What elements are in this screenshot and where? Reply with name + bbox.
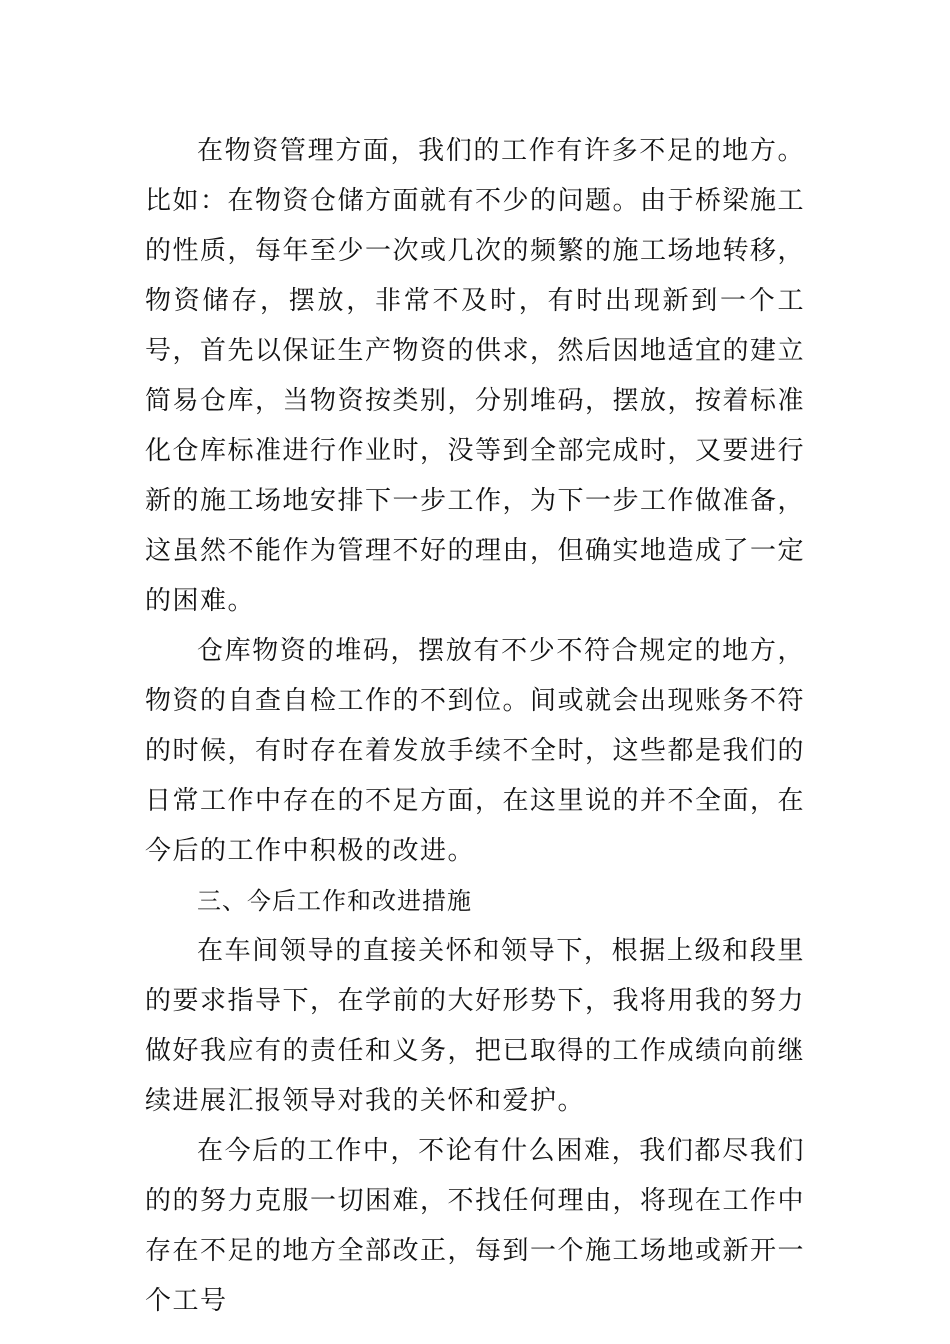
document-body (145, 126, 805, 1326)
paragraph-future-work: 在今后的工作中，不论有什么困难，我们都尽我们的的努力克服一切困难，不找任何理由，将现在工作中存在不足的地方全部改正，每到一个施工场地或新开一个工号 (145, 1136, 806, 1316)
section-heading: 三、今后工作和改进措施 (197, 887, 472, 915)
paragraph-warehouse-stacking: 仓库物资的堆码，摆放有不少不符合规定的地方，物资的自查自检工作的不到位。间或就会出现账务不符的时候，有时存在着发放手续不全时，这些都是我们的日常工作中存在的不足方面，在这里说的并不全面，在今后的工作中积极的改进。 (145, 636, 806, 866)
paragraph-leadership-care: 在车间领导的直接关怀和领导下，根据上级和段里的要求指导下，在学前的大好形势下，我将用我的努力做好我应有的责任和义务，把已取得的工作成绩向前继续进展汇报领导对我的关怀和爱护。 (145, 936, 806, 1116)
paragraph-material-management: 在物资管理方面，我们的工作有许多不足的地方。比如：在物资仓储方面就有不少的问题。由于桥梁施工的性质，每年至少一次或几次的频繁的施工场地转移，物资储存，摆放，非常不及时，有时出现新到一个工号，首先以保证生产物资的供求，然后因地适宜的建立简易仓库，当物资按类别，分别堆码，摆放，按着标准化仓库标准进行作业时，没等到全部完成时，又要进行新的施工场地安排下一步工作，为下一步工作做准备，这虽然不能作为管理不好的理由，但确实地造成了一定的困难。 (145, 136, 806, 616)
